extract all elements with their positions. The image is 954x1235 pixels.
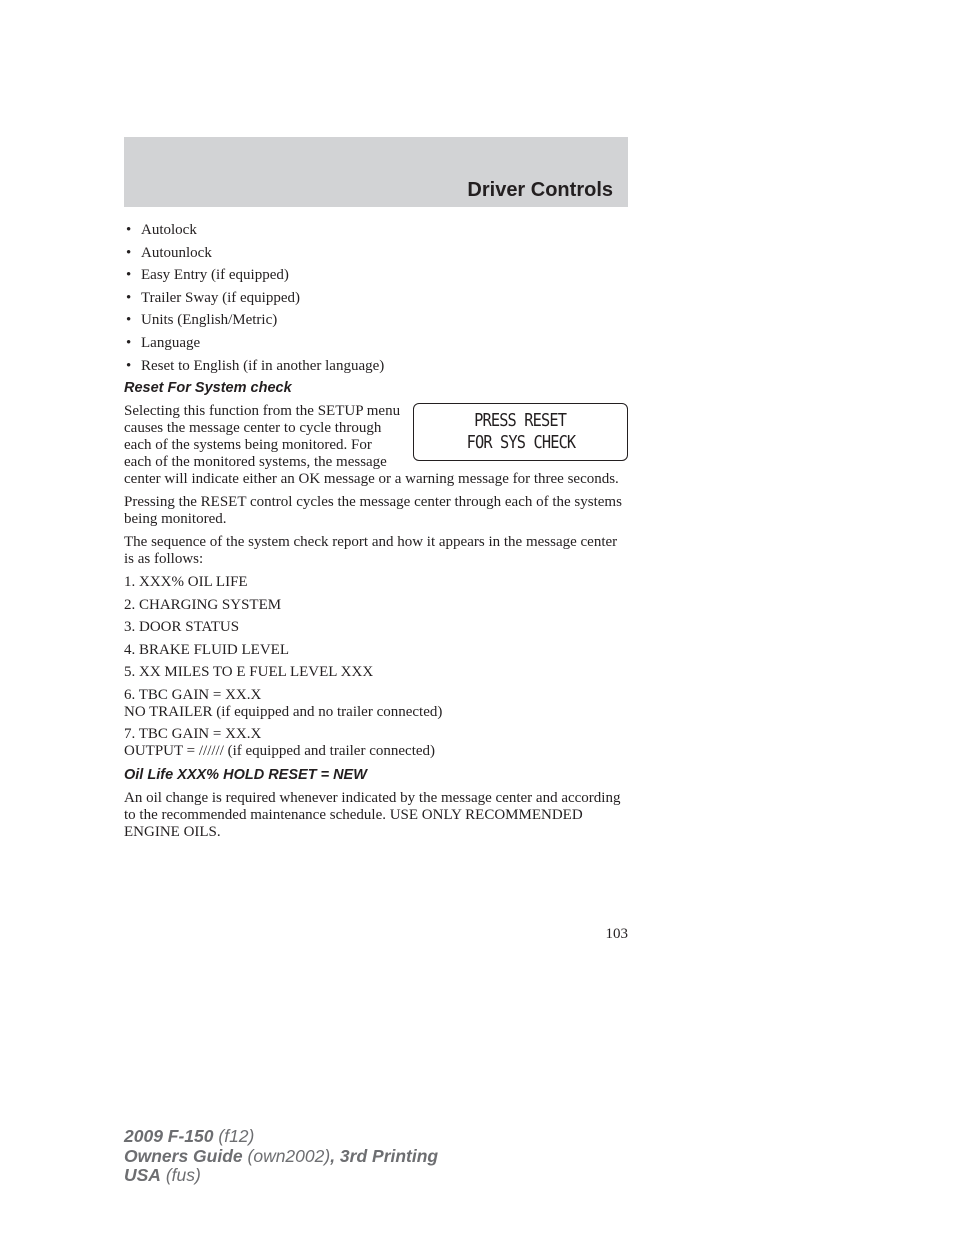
list-item: • Autolock [124, 219, 628, 242]
setup-menu-list [124, 219, 628, 377]
subheading-oil-life: Oil Life XXX% HOLD RESET = NEW [124, 767, 367, 784]
subheading-reset-system-check: Reset For System check [124, 380, 292, 397]
sequence-item: 3. DOOR STATUS [124, 619, 240, 636]
list-item: • Easy Entry (if equipped) [124, 264, 628, 287]
display-line-2: FOR SYS CHECK [466, 432, 575, 454]
sequence-item: 5. XX MILES TO E FUEL LEVEL XXX [124, 664, 374, 681]
paragraph: The sequence of the system check report and how it appears in the message center is as follows: [124, 534, 618, 568]
page-number: 103 [605, 926, 628, 942]
sequence-item: 2. CHARGING SYSTEM [124, 596, 282, 613]
list-item: • Language [124, 332, 628, 355]
footer-edition-info: 2009 F-150 (f12) Owners Guide (own2002), 3rd Printing USA (fus) [124, 1126, 439, 1185]
sequence-item: 7. TBC GAIN = XX.X OUTPUT = ////// (if equipped and trailer connected) [124, 726, 436, 760]
section-header-band [124, 137, 628, 207]
system-check-intro [124, 403, 628, 488]
list-item: • Autounlock [124, 242, 628, 265]
sequence-item: 6. TBC GAIN = XX.X NO TRAILER (if equipped and no trailer connected) [124, 686, 443, 720]
list-item: • Units (English/Metric) [124, 309, 628, 332]
display-line-1: PRESS RESET [474, 410, 567, 432]
message-center-display [413, 403, 628, 461]
list-item: • Trailer Sway (if equipped) [124, 287, 628, 310]
sequence-item: 1. XXX% OIL LIFE [124, 574, 248, 591]
section-title: Driver Controls [467, 179, 613, 201]
paragraph: An oil change is required whenever indicated by the message center and according to the recommended maintenance schedule. USE ONLY RECOMMENDED ENGINE OILS. [124, 790, 621, 841]
list-item: • Reset to English (if in another language) [124, 355, 628, 378]
sequence-item: 4. BRAKE FLUID LEVEL [124, 641, 289, 658]
system-check-sequence [124, 574, 628, 760]
paragraph: Pressing the RESET control cycles the message center through each of the systems being monitored. [124, 494, 622, 528]
paragraph: Selecting this function from the SETUP menu causes the message center to cycle through each of the systems being monitored. For each of the monitored systems, the message center will indicate either an OK message or a warning message for three seconds. [124, 403, 619, 488]
page-content [124, 219, 628, 847]
